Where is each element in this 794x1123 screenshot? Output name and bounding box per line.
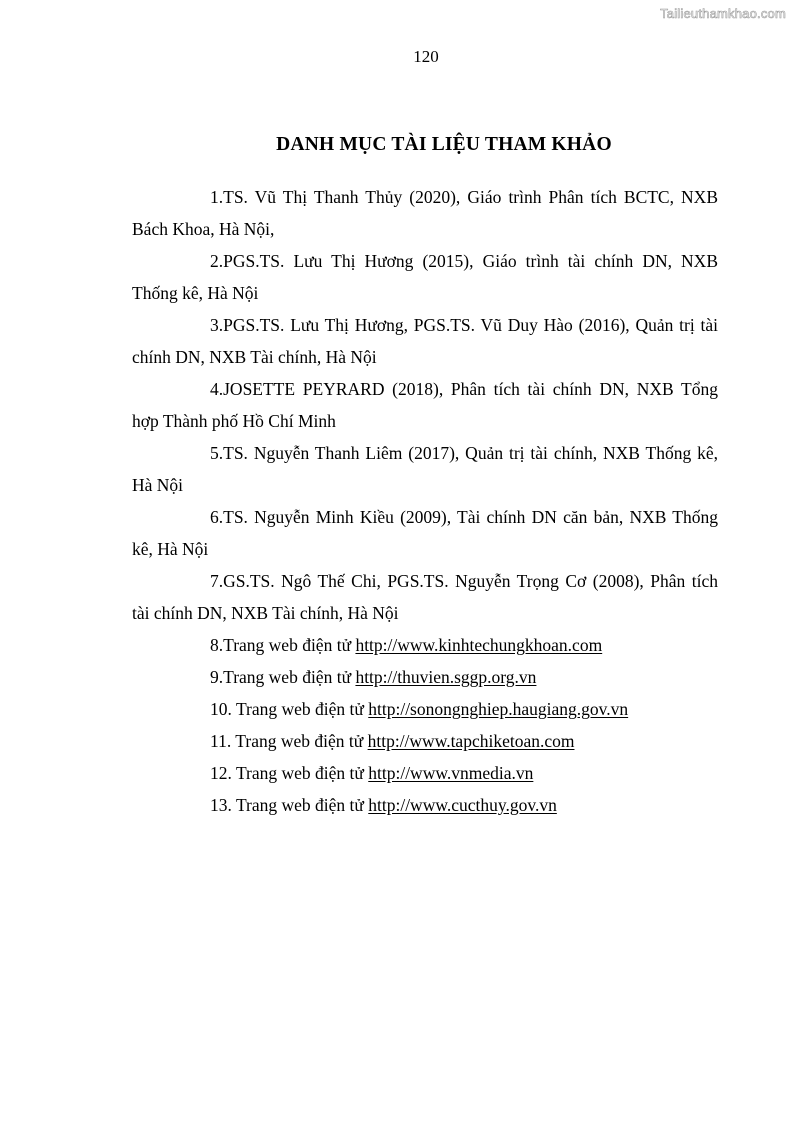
web-reference-item: [132, 757, 718, 789]
reference-item: [132, 245, 718, 309]
web-reference-prefix: Trang web điện tử: [235, 699, 364, 719]
reference-number: 9.: [210, 667, 224, 687]
reference-number: 1.: [210, 187, 224, 207]
web-reference-link[interactable]: http://www.tapchiketoan.com: [367, 731, 575, 751]
reference-item: [132, 309, 718, 373]
reference-item: [132, 565, 718, 629]
reference-number: 8.: [210, 635, 224, 655]
web-reference-prefix: Trang web điện tử: [223, 635, 356, 655]
reference-text: PGS.TS. Lưu Thị Hương, PGS.TS. Vũ Duy Hào (2016), Quản trị tài chính DN, NXB Tài chính, Hà Nội: [132, 315, 718, 367]
page-title: DANH MỤC TÀI LIỆU THAM KHẢO: [276, 134, 612, 155]
web-reference-prefix: Trang web điện tử: [235, 795, 364, 815]
web-reference-item: [132, 629, 718, 661]
watermark: Tailieuthamkhao.com: [660, 6, 786, 21]
reference-text: JOSETTE PEYRARD (2018), Phân tích tài chính DN, NXB Tổng hợp Thành phố Hồ Chí Minh: [132, 379, 718, 431]
web-reference-item: [132, 661, 718, 693]
reference-text: GS.TS. Ngô Thế Chi, PGS.TS. Nguyễn Trọng Cơ (2008), Phân tích tài chính DN, NXB Tài chính, Hà Nội: [132, 571, 718, 623]
reference-text: TS. Vũ Thị Thanh Thủy (2020), Giáo trình Phân tích BCTC, NXB Bách Khoa, Hà Nội,: [132, 187, 718, 239]
reference-number: 12.: [210, 763, 232, 783]
reference-text: PGS.TS. Lưu Thị Hương (2015), Giáo trình tài chính DN, NXB Thống kê, Hà Nội: [132, 251, 718, 303]
reference-text: TS. Nguyễn Minh Kiều (2009), Tài chính DN căn bản, NXB Thống kê, Hà Nội: [132, 507, 718, 559]
reference-number: 6.: [210, 507, 224, 527]
web-reference-link[interactable]: http://www.vnmedia.vn: [368, 763, 534, 783]
reference-item: [132, 437, 718, 501]
web-reference-link[interactable]: http://sonongnghiep.haugiang.gov.vn: [368, 699, 629, 719]
reference-item: [132, 181, 718, 245]
page-number: 120: [413, 47, 439, 66]
reference-item: [132, 373, 718, 437]
web-reference-prefix: Trang web điện tử: [235, 731, 364, 751]
web-reference-item: [132, 693, 718, 725]
reference-number: 13.: [210, 795, 232, 815]
reference-number: 5.: [210, 443, 224, 463]
reference-number: 11.: [210, 731, 232, 751]
reference-number: 10.: [210, 699, 232, 719]
web-reference-item: [132, 789, 718, 821]
reference-number: 3.: [210, 315, 224, 335]
web-reference-link[interactable]: http://www.cucthuy.gov.vn: [368, 795, 557, 815]
reference-list: [132, 181, 718, 821]
web-reference-link[interactable]: http://thuvien.sggp.org.vn: [355, 667, 537, 687]
web-reference-link[interactable]: http://www.kinhtechungkhoan.com: [355, 635, 603, 655]
reference-number: 2.: [210, 251, 224, 271]
web-reference-prefix: Trang web điện tử: [223, 667, 356, 687]
reference-item: [132, 501, 718, 565]
reference-number: 7.: [210, 571, 224, 591]
reference-number: 4.: [210, 379, 224, 399]
web-reference-item: [132, 725, 718, 757]
web-reference-prefix: Trang web điện tử: [235, 763, 364, 783]
reference-text: TS. Nguyễn Thanh Liêm (2017), Quản trị tài chính, NXB Thống kê, Hà Nội: [132, 443, 718, 495]
